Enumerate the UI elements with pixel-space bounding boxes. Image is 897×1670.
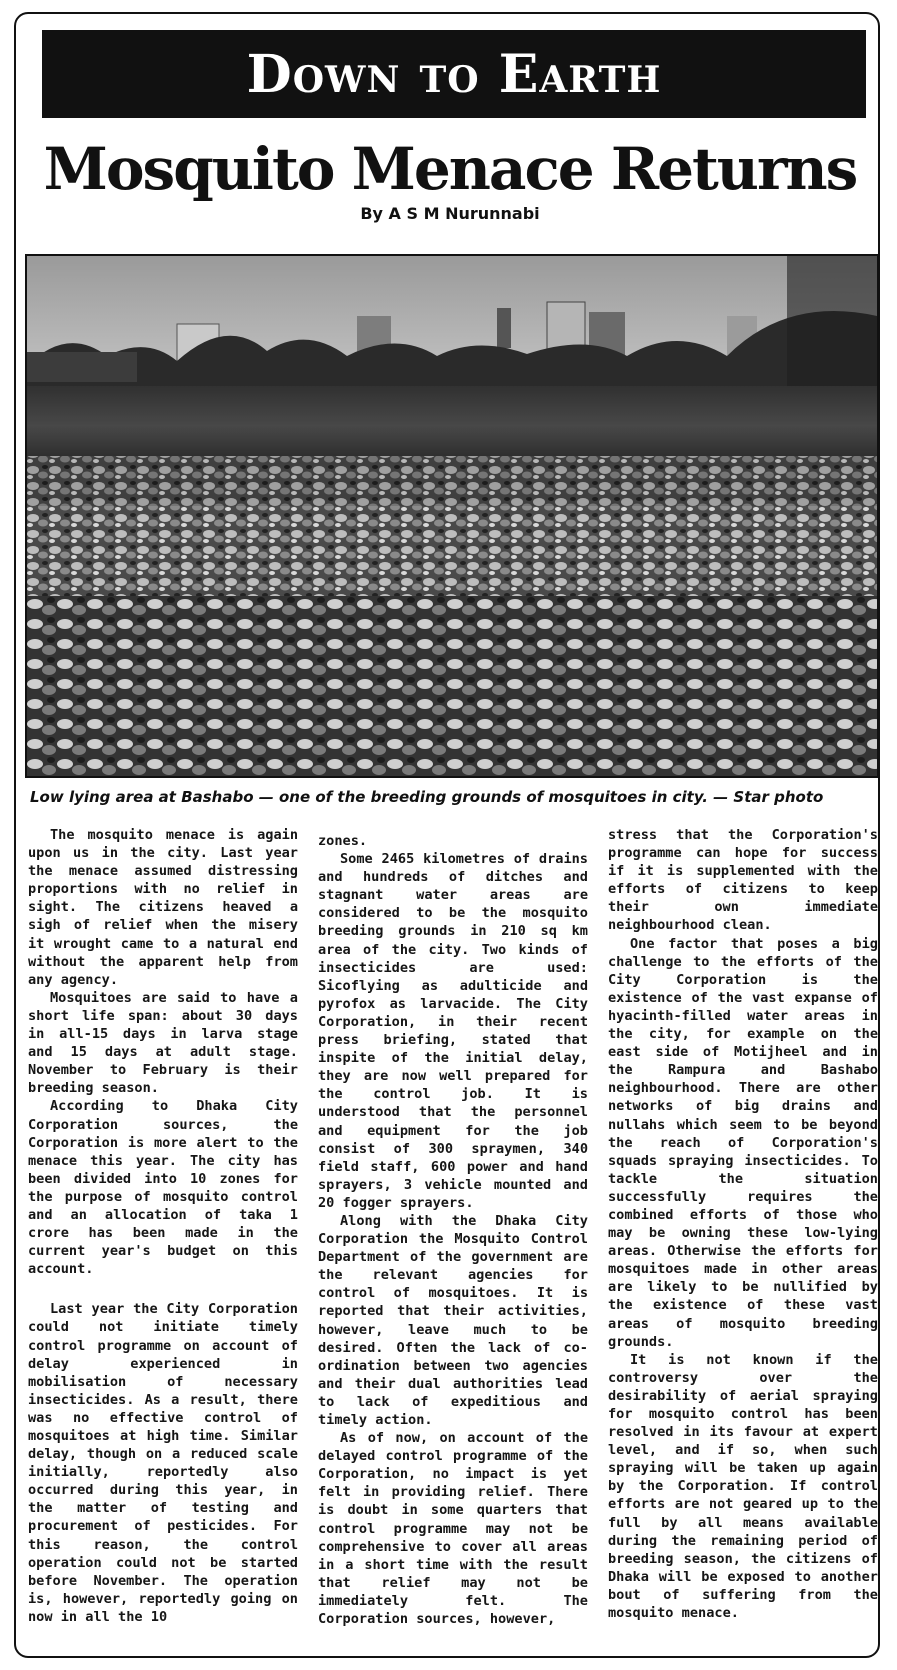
byline: By A S M Nurunnabi [360,204,540,223]
section-banner: Down to Earth [42,30,866,118]
paragraph: The mosquito menace is again upon us in the city. Last year the menace assumed distressing proportions with no relief in sight. The citizens heaved a sigh of relief when the misery it wrought came to a natural end without the apparent help from any agency. [28,827,298,988]
paragraph: One factor that poses a big challenge to the efforts of the City Corporation is the existence of the vast expanse of hyacinth-filled water areas in the city, for example on the east side of Motijheel and in the Rampura and Bashabo neighbourhood. There are other networks of big drains and nullahs which seem to be beyond the reach of Corporation's squads spraying insecticides. To tackle the situation successfully requires the combined efforts of those who may be owning these low-lying areas. Otherwise the efforts for mosquitoes made in other areas are likely to be nullified by the existence of these vast areas of mosquito breeding grounds. [608,935,878,1350]
article-column-3 [608,826,878,1622]
article-column-2 [318,832,588,1628]
paragraph: Along with the Dhaka City Corporation the Mosquito Control Department of the government are the relevant agencies for control of mosquitoes. It is reported that their activities, however, leave much to be desired. Often the lack of co-ordination between two agencies and their dual authorities lead to lack of expeditious and timely action. [318,1212,588,1428]
paragraph: zones. [318,833,368,849]
paragraph: stress that the Corporation's programme can hope for success if it is supplemented with the efforts of citizens to keep their own immediate neighbourhood clean. [608,827,878,934]
photo-caption: Low lying area at Bashabo — one of the breeding grounds of mosquitoes in city. — Star photo [30,788,824,806]
paragraph: Some 2465 kilometres of drains and hundreds of ditches and stagnant water areas are considered to be the mosquito breeding grounds in 210 sq km area of the city. Two kinds of insecticides are used: Sicoflying as adulticide and pyrofox as larvacide. The City Corporation, in their recent press briefing, stated that inspite of the initial delay, they are now well prepared for the control job. It is understood that the personnel and equipment for the job consist of 300 spraymen, 340 field staff, 600 power and hand sprayers, 3 vehicle mounted and 20 fogger sprayers. [318,851,588,1211]
article-column-1 [28,826,298,1626]
paragraph: As of now, on account of the delayed control programme of the Corporation, no impact is yet felt in providing relief. There is doubt in some quarters that control programme may not be comprehensive to cover all areas in a short time with the result that relief may not be immediately felt. The Corporation sources, however, [318,1430,588,1628]
paragraph: It is not known if the controversy over the desirability of aerial spraying for mosquito control has been resolved in its favour at expert level, and if so, when such spraying will be taken up again by the Corporation. If control efforts are not geared up to the full by all means available during the remaining period of breeding season, the citizens of Dhaka will be exposed to another bout of suffering from the mosquito menace. [608,1351,878,1622]
paragraph: Last year the City Corporation could not initiate timely control programme on account of delay experienced in mobilisation of necessary insecticides. As a result, there was no effective control of mosquitoes at high time. Similar delay, though on a reduced scale initially, reportedly also occurred during this year, in the matter of testing and procurement of pesticides. For this reason, the control operation could not be started before November. The operation is, however, reportedly going on now in all the 10 [28,1301,298,1625]
paragraph: According to Dhaka City Corporation sources, the Corporation is more alert to the menace this year. The city has been divided into 10 zones for the purpose of mosquito control and an allocation of taka 1 crore has been made in the current year's budget on this account. [28,1098,298,1278]
photo-illustration [27,256,877,776]
paragraph: Mosquitoes are said to have a short life span: about 30 days in all-15 days in larva stage and 15 days at adult stage. November to February is their breeding season. [28,989,298,1097]
photo-bashabo-field [25,254,879,778]
headline: Mosquito Menace Returns [43,135,857,203]
